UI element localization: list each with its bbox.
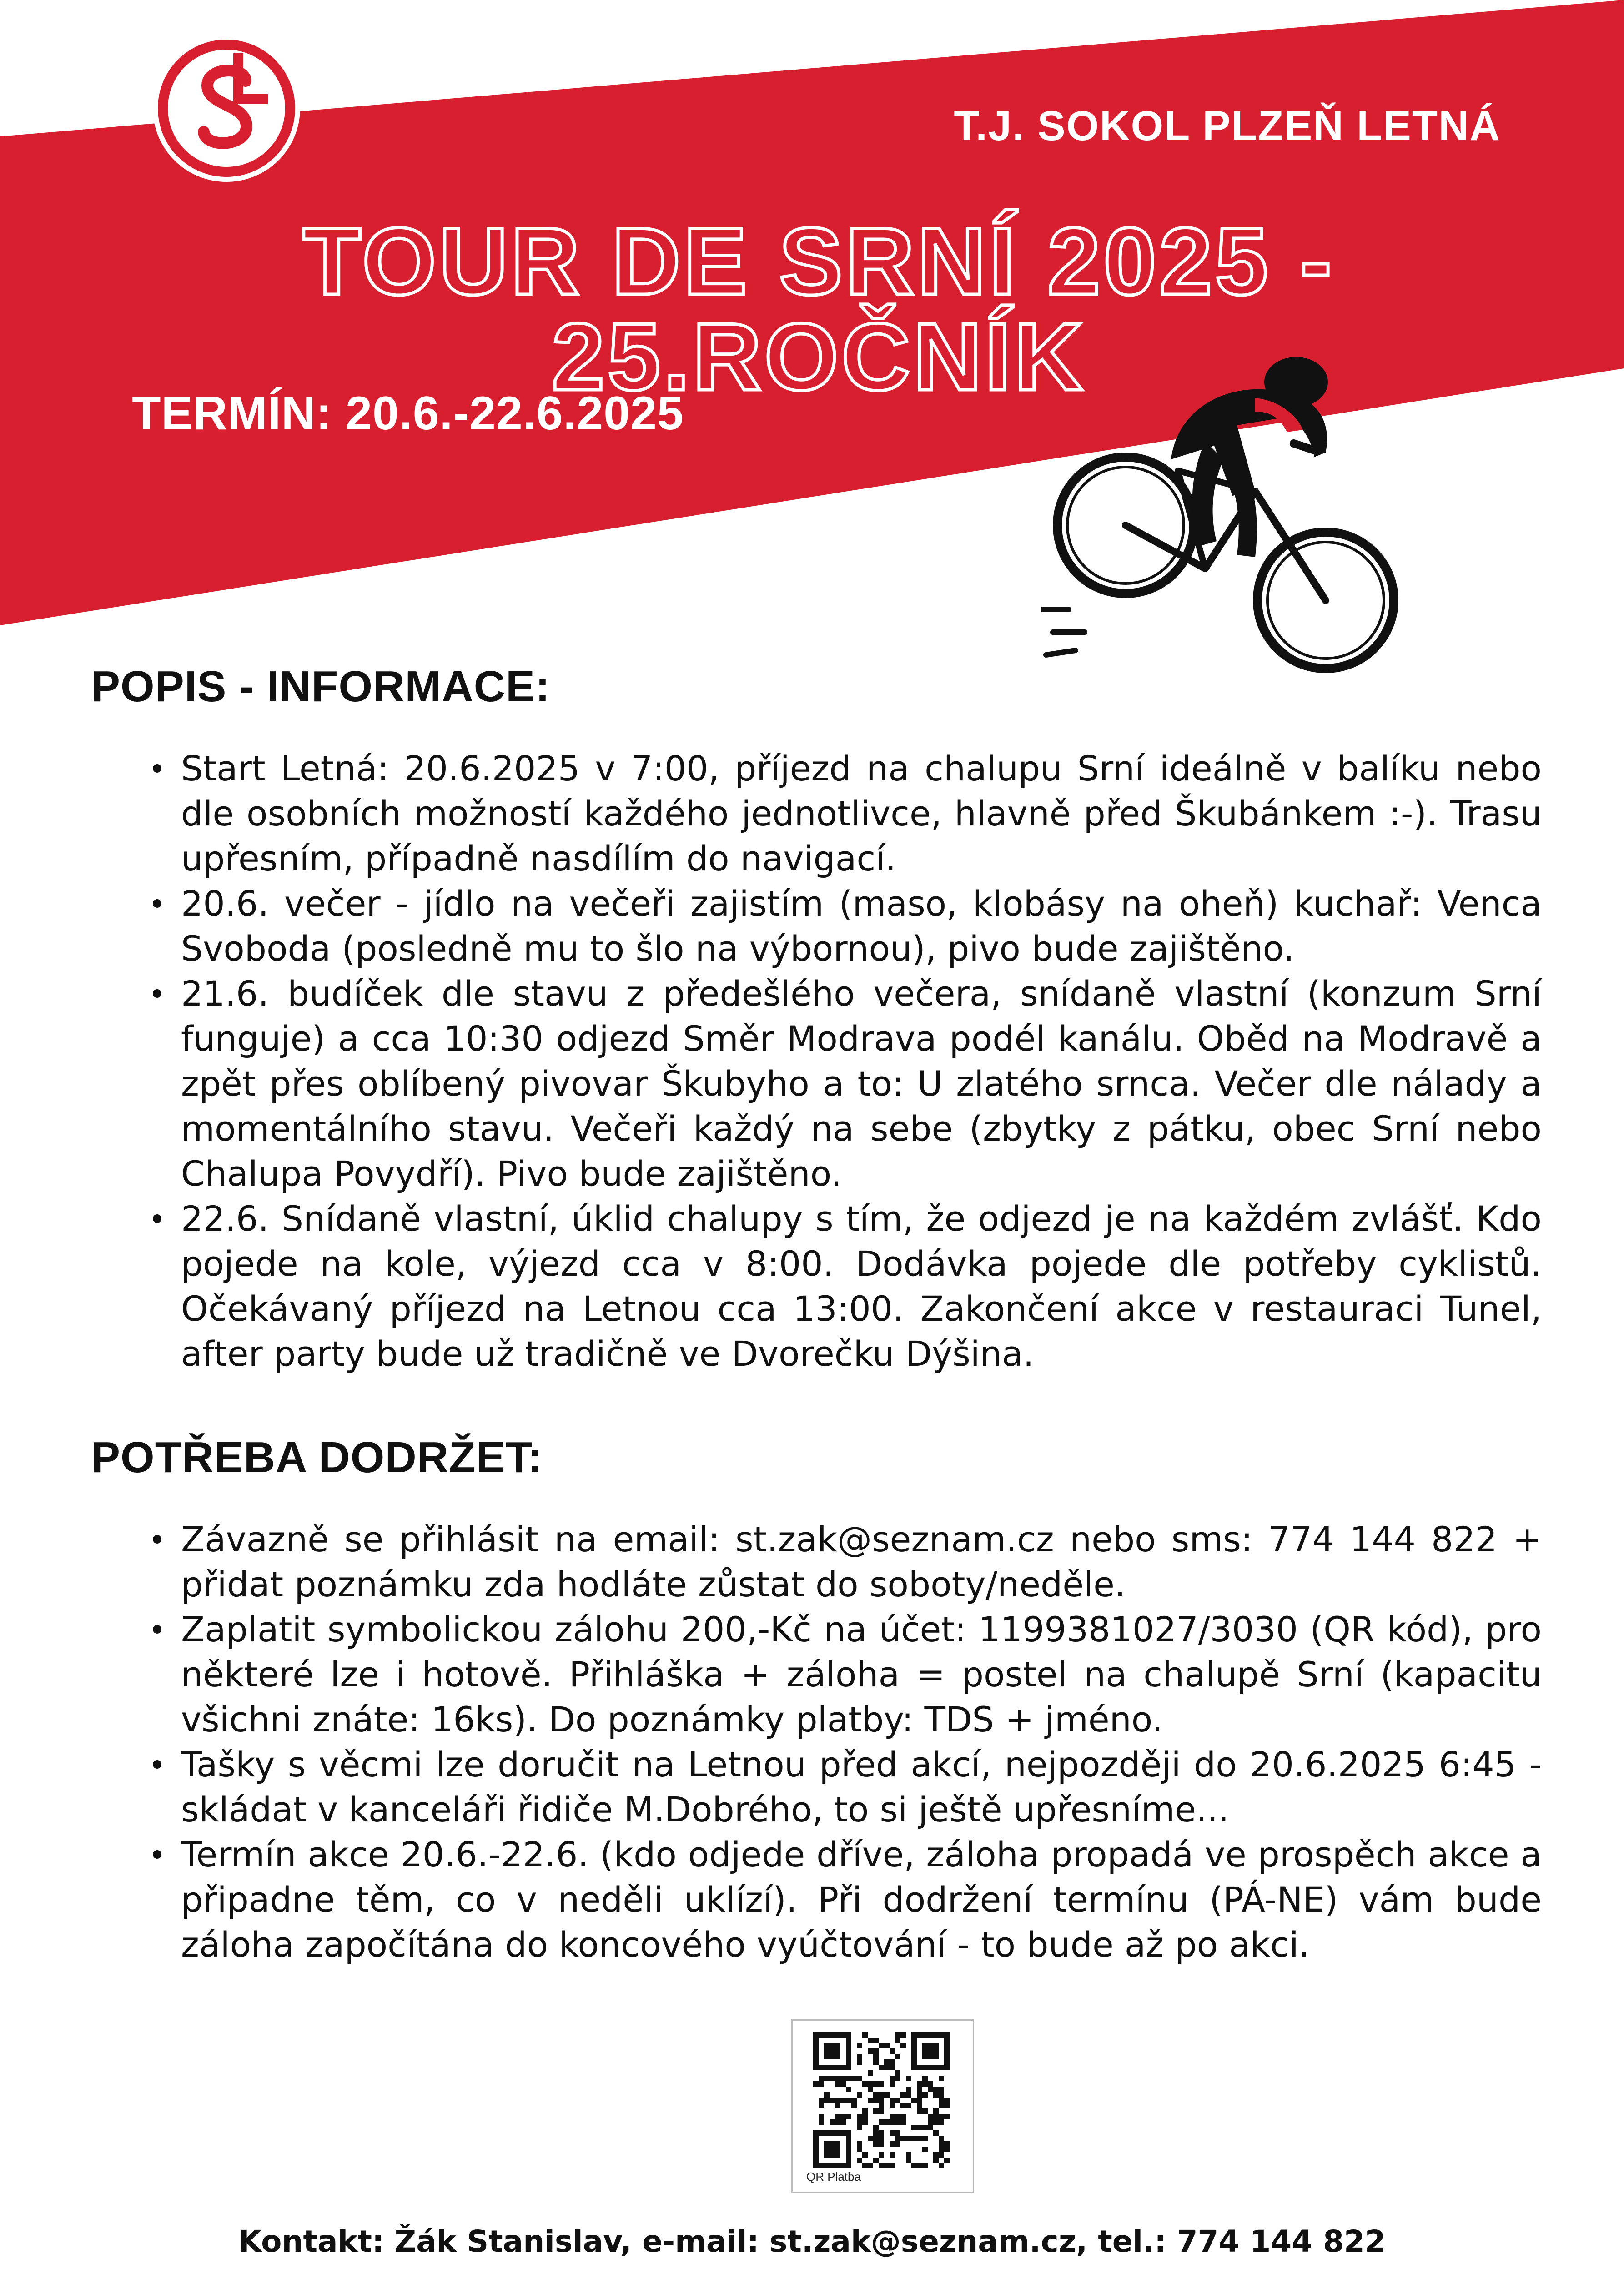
requirements-heading: POTŘEBA DODRŽET: — [91, 1433, 543, 1482]
event-term: TERMÍN: 20.6.-22.6.2025 — [132, 387, 684, 440]
list-item: 20.6. večer - jídlo na večeři zajistím (maso, klobásy na oheň) kuchař: Venca Svoboda (posledně mu to šlo na výbornou), pivo bude zajištěno. — [181, 881, 1542, 971]
list-item: Závazně se přihlásit na email: st.zak@seznam.cz nebo sms: 774 144 822 + přidat poznámku zda hodláte zůstat do soboty/neděle. — [181, 1517, 1542, 1607]
event-title: TOUR DE SRNÍ 2025 - 25.ROČNÍK — [302, 208, 1335, 410]
organization-name: T.J. SOKOL PLZEŇ LETNÁ — [954, 103, 1501, 149]
requirements-list — [181, 1517, 1542, 1967]
contact-line: Kontakt: Žák Stanislav, e-mail: st.zak@seznam.cz, tel.: 774 144 822 — [238, 2224, 1386, 2259]
list-item: Start Letná: 20.6.2025 v 7:00, příjezd na chalupu Srní ideálně v balíku nebo dle osobních možností každého jednotlivce, hlavně před Škubánkem :-). Trasu upřesním, případně nasdílím do navigací. — [181, 746, 1542, 881]
qr-caption: QR Platba — [806, 2170, 861, 2183]
info-heading: POPIS - INFORMACE: — [91, 662, 551, 711]
sokol-logo — [149, 31, 304, 186]
list-item: Termín akce 20.6.-22.6. (kdo odjede dříve, záloha propadá ve prospěch akce a připadne těm, co v neděli uklízí). Při dodržení termínu (PÁ-NE) vám bude záloha započítána do koncového vyúčtování - to bude až po akci. — [181, 1832, 1542, 1967]
list-item: Zaplatit symbolickou zálohu 200,-Kč na účet: 1199381027/3030 (QR kód), pro některé lze i hotově. Přihláška + záloha = postel na chalupě Srní (kapacitu všichni znáte: 16ks). Do poznámky platby: TDS + jméno. — [181, 1607, 1542, 1742]
list-item: 21.6. budíček dle stavu z předešlého večera, snídaně vlastní (konzum Srní funguje) a cca 10:30 odjezd Směr Modrava podél kanálu. Oběd na Modravě a zpět přes oblíbený pivovar Škubyho a to: U zlatého srnca. Večer dle nálady a momentálního stavu. Večeři každý na sebe (zbytky z pátku, obec Srní nebo Chalupa Povydří). Pivo bude zajištěno. — [181, 971, 1542, 1196]
list-item: Tašky s věcmi lze doručit na Letnou před akcí, nejpozději do 20.6.2025 6:45 - skládat v kanceláři řidiče M.Dobrého, to si ještě upřesníme... — [181, 1742, 1542, 1832]
cyclist-icon — [1041, 355, 1414, 719]
qr-payment[interactable] — [791, 2019, 974, 2193]
list-item: 22.6. Snídaně vlastní, úklid chalupy s tím, že odjezd je na každém zvlášť. Kdo pojede na kole, výjezd cca v 8:00. Dodávka pojede dle potřeby cyklistů. Očekávaný příjezd na Letnou cca 13:00. Zakončení akce v restauraci Tunel, after party bude už tradičně ve Dvorečku Dýšina. — [181, 1196, 1542, 1376]
info-list — [181, 746, 1542, 1376]
qr-code-icon — [809, 2032, 954, 2168]
